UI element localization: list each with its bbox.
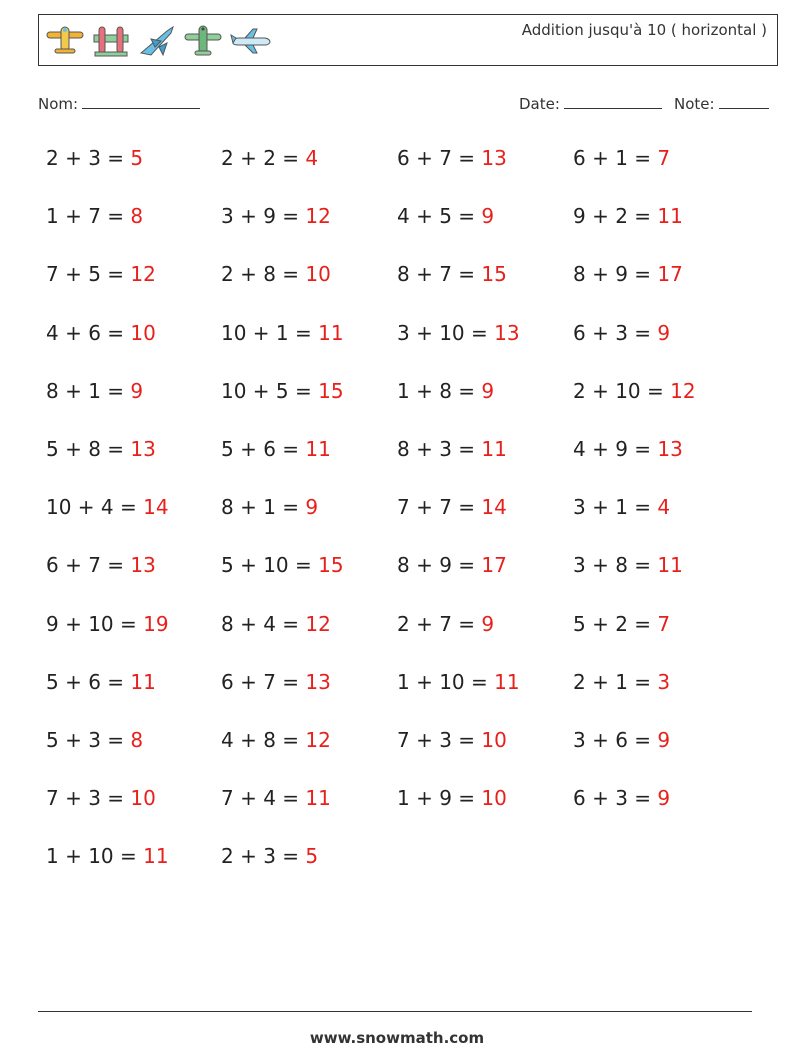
airliner-icon bbox=[229, 23, 271, 59]
problem-item bbox=[46, 553, 156, 577]
problem-answer: 10 bbox=[130, 321, 156, 345]
problem-answer: 11 bbox=[130, 670, 156, 694]
problem-question: 5 + 2 = bbox=[573, 612, 658, 636]
problem-item bbox=[221, 204, 331, 228]
problem-item bbox=[397, 204, 494, 228]
problem-answer: 12 bbox=[670, 379, 696, 403]
problem-question: 4 + 6 = bbox=[46, 321, 131, 345]
jet-plane-icon bbox=[91, 23, 131, 59]
problem-item bbox=[46, 262, 156, 286]
problem-item bbox=[221, 379, 344, 403]
biplane-icon bbox=[45, 23, 85, 59]
problem-answer: 5 bbox=[305, 844, 319, 868]
problem-answer: 9 bbox=[657, 321, 671, 345]
problem-question: 7 + 7 = bbox=[397, 495, 482, 519]
problem-question: 7 + 5 = bbox=[46, 262, 131, 286]
problem-item bbox=[397, 495, 507, 519]
problem-question: 5 + 6 = bbox=[221, 437, 306, 461]
problem-question: 5 + 3 = bbox=[46, 728, 131, 752]
problem-question: 5 + 8 = bbox=[46, 437, 131, 461]
problem-item bbox=[397, 612, 494, 636]
problem-item bbox=[221, 437, 331, 461]
problem-item bbox=[573, 146, 670, 170]
problem-question: 6 + 7 = bbox=[221, 670, 306, 694]
name-label: Nom: bbox=[38, 95, 79, 113]
problem-question: 10 + 5 = bbox=[221, 379, 319, 403]
header-icons bbox=[45, 23, 271, 59]
problem-question: 7 + 3 = bbox=[46, 786, 131, 810]
problem-question: 1 + 10 = bbox=[397, 670, 495, 694]
problem-question: 3 + 10 = bbox=[397, 321, 495, 345]
problem-question: 7 + 3 = bbox=[397, 728, 482, 752]
problem-item bbox=[573, 553, 683, 577]
problem-answer: 9 bbox=[130, 379, 144, 403]
problem-item bbox=[573, 670, 670, 694]
problem-question: 2 + 3 = bbox=[46, 146, 131, 170]
problem-item bbox=[573, 321, 670, 345]
problem-item bbox=[46, 146, 143, 170]
problem-question: 2 + 7 = bbox=[397, 612, 482, 636]
date-field bbox=[519, 94, 662, 113]
problem-item bbox=[221, 786, 331, 810]
problem-answer: 9 bbox=[481, 612, 495, 636]
problem-answer: 7 bbox=[657, 146, 671, 170]
problem-question: 2 + 8 = bbox=[221, 262, 306, 286]
problem-item bbox=[573, 786, 670, 810]
problem-item bbox=[397, 146, 507, 170]
problem-item bbox=[397, 262, 507, 286]
problem-question: 8 + 7 = bbox=[397, 262, 482, 286]
problem-item bbox=[573, 379, 696, 403]
problem-item bbox=[221, 262, 331, 286]
problem-answer: 10 bbox=[481, 786, 507, 810]
problem-answer: 11 bbox=[494, 670, 520, 694]
problem-answer: 7 bbox=[657, 612, 671, 636]
problem-item bbox=[46, 437, 156, 461]
problem-item bbox=[397, 728, 507, 752]
problem-answer: 9 bbox=[481, 204, 495, 228]
problem-question: 2 + 3 = bbox=[221, 844, 306, 868]
problem-answer: 11 bbox=[657, 204, 683, 228]
problem-question: 1 + 9 = bbox=[397, 786, 482, 810]
problem-answer: 9 bbox=[305, 495, 319, 519]
problem-answer: 11 bbox=[318, 321, 344, 345]
problem-answer: 4 bbox=[657, 495, 671, 519]
problem-answer: 19 bbox=[143, 612, 169, 636]
problem-item bbox=[397, 670, 520, 694]
problem-answer: 15 bbox=[318, 379, 344, 403]
date-blank[interactable] bbox=[564, 94, 662, 109]
problem-question: 6 + 3 = bbox=[573, 321, 658, 345]
problem-question: 4 + 9 = bbox=[573, 437, 658, 461]
propeller-plane-icon bbox=[183, 23, 223, 59]
problem-answer: 13 bbox=[130, 437, 156, 461]
grade-field bbox=[674, 94, 769, 113]
problem-answer: 15 bbox=[318, 553, 344, 577]
problem-answer: 13 bbox=[494, 321, 520, 345]
name-blank[interactable] bbox=[82, 94, 200, 109]
problem-answer: 3 bbox=[657, 670, 671, 694]
problem-item bbox=[221, 670, 331, 694]
problem-question: 10 + 4 = bbox=[46, 495, 144, 519]
problem-question: 5 + 10 = bbox=[221, 553, 319, 577]
problem-item bbox=[573, 204, 683, 228]
problem-answer: 12 bbox=[305, 612, 331, 636]
problem-item bbox=[573, 495, 670, 519]
problem-item bbox=[46, 379, 143, 403]
problem-question: 6 + 1 = bbox=[573, 146, 658, 170]
problem-answer: 11 bbox=[481, 437, 507, 461]
worksheet-title: Addition jusqu'à 10 ( horizontal ) bbox=[521, 21, 767, 39]
problem-item bbox=[46, 786, 156, 810]
problem-question: 5 + 6 = bbox=[46, 670, 131, 694]
problem-item bbox=[46, 844, 169, 868]
problem-item bbox=[46, 612, 169, 636]
grade-blank[interactable] bbox=[719, 94, 769, 109]
problem-answer: 11 bbox=[305, 786, 331, 810]
problem-question: 1 + 10 = bbox=[46, 844, 144, 868]
problem-question: 8 + 1 = bbox=[221, 495, 306, 519]
problem-question: 10 + 1 = bbox=[221, 321, 319, 345]
problem-answer: 12 bbox=[305, 204, 331, 228]
problem-question: 6 + 3 = bbox=[573, 786, 658, 810]
footer-url: www.snowmath.com bbox=[309, 1029, 485, 1047]
problem-answer: 17 bbox=[481, 553, 507, 577]
problem-answer: 13 bbox=[305, 670, 331, 694]
problem-question: 8 + 9 = bbox=[573, 262, 658, 286]
problem-question: 1 + 8 = bbox=[397, 379, 482, 403]
date-label: Date: bbox=[519, 95, 560, 113]
problem-answer: 10 bbox=[130, 786, 156, 810]
problem-item bbox=[573, 437, 683, 461]
problem-item bbox=[397, 379, 494, 403]
problem-answer: 17 bbox=[657, 262, 683, 286]
problem-answer: 8 bbox=[130, 204, 144, 228]
problem-question: 3 + 6 = bbox=[573, 728, 658, 752]
problem-answer: 14 bbox=[481, 495, 507, 519]
problem-question: 4 + 5 = bbox=[397, 204, 482, 228]
problem-item bbox=[46, 204, 143, 228]
problem-item bbox=[573, 262, 683, 286]
problem-question: 8 + 1 = bbox=[46, 379, 131, 403]
problem-item bbox=[46, 670, 156, 694]
problem-answer: 13 bbox=[657, 437, 683, 461]
problem-item bbox=[46, 495, 169, 519]
problem-answer: 14 bbox=[143, 495, 169, 519]
problem-item bbox=[221, 146, 318, 170]
problem-question: 8 + 4 = bbox=[221, 612, 306, 636]
problem-answer: 11 bbox=[305, 437, 331, 461]
problem-answer: 9 bbox=[481, 379, 495, 403]
problem-item bbox=[573, 728, 670, 752]
problem-answer: 8 bbox=[130, 728, 144, 752]
problem-question: 8 + 3 = bbox=[397, 437, 482, 461]
footer-divider bbox=[38, 1011, 752, 1012]
problem-question: 8 + 9 = bbox=[397, 553, 482, 577]
problem-answer: 12 bbox=[130, 262, 156, 286]
problem-item bbox=[46, 728, 143, 752]
problem-item bbox=[397, 321, 520, 345]
problem-question: 6 + 7 = bbox=[397, 146, 482, 170]
problem-item bbox=[397, 786, 507, 810]
problem-question: 2 + 2 = bbox=[221, 146, 306, 170]
problem-question: 3 + 1 = bbox=[573, 495, 658, 519]
header-box bbox=[38, 14, 778, 66]
problem-item bbox=[221, 612, 331, 636]
problem-answer: 11 bbox=[143, 844, 169, 868]
problem-item bbox=[221, 495, 318, 519]
problem-question: 9 + 10 = bbox=[46, 612, 144, 636]
problem-item bbox=[221, 728, 331, 752]
problem-question: 1 + 7 = bbox=[46, 204, 131, 228]
problem-question: 2 + 10 = bbox=[573, 379, 671, 403]
problem-answer: 11 bbox=[657, 553, 683, 577]
problem-question: 6 + 7 = bbox=[46, 553, 131, 577]
problem-item bbox=[397, 437, 507, 461]
problem-answer: 9 bbox=[657, 786, 671, 810]
problem-answer: 9 bbox=[657, 728, 671, 752]
problem-question: 2 + 1 = bbox=[573, 670, 658, 694]
problem-question: 7 + 4 = bbox=[221, 786, 306, 810]
problem-answer: 10 bbox=[305, 262, 331, 286]
grade-label: Note: bbox=[674, 95, 715, 113]
problem-question: 3 + 9 = bbox=[221, 204, 306, 228]
problem-question: 9 + 2 = bbox=[573, 204, 658, 228]
problem-answer: 13 bbox=[481, 146, 507, 170]
problem-answer: 13 bbox=[130, 553, 156, 577]
problem-answer: 4 bbox=[305, 146, 319, 170]
name-field bbox=[38, 94, 200, 113]
problem-item bbox=[573, 612, 670, 636]
problem-answer: 15 bbox=[481, 262, 507, 286]
problem-item bbox=[397, 553, 507, 577]
problem-answer: 12 bbox=[305, 728, 331, 752]
problem-item bbox=[221, 321, 344, 345]
problem-question: 4 + 8 = bbox=[221, 728, 306, 752]
problem-answer: 10 bbox=[481, 728, 507, 752]
problem-item bbox=[46, 321, 156, 345]
problem-answer: 5 bbox=[130, 146, 144, 170]
problem-item bbox=[221, 553, 344, 577]
problem-item bbox=[221, 844, 318, 868]
problem-question: 3 + 8 = bbox=[573, 553, 658, 577]
fighter-jet-icon bbox=[137, 23, 177, 59]
